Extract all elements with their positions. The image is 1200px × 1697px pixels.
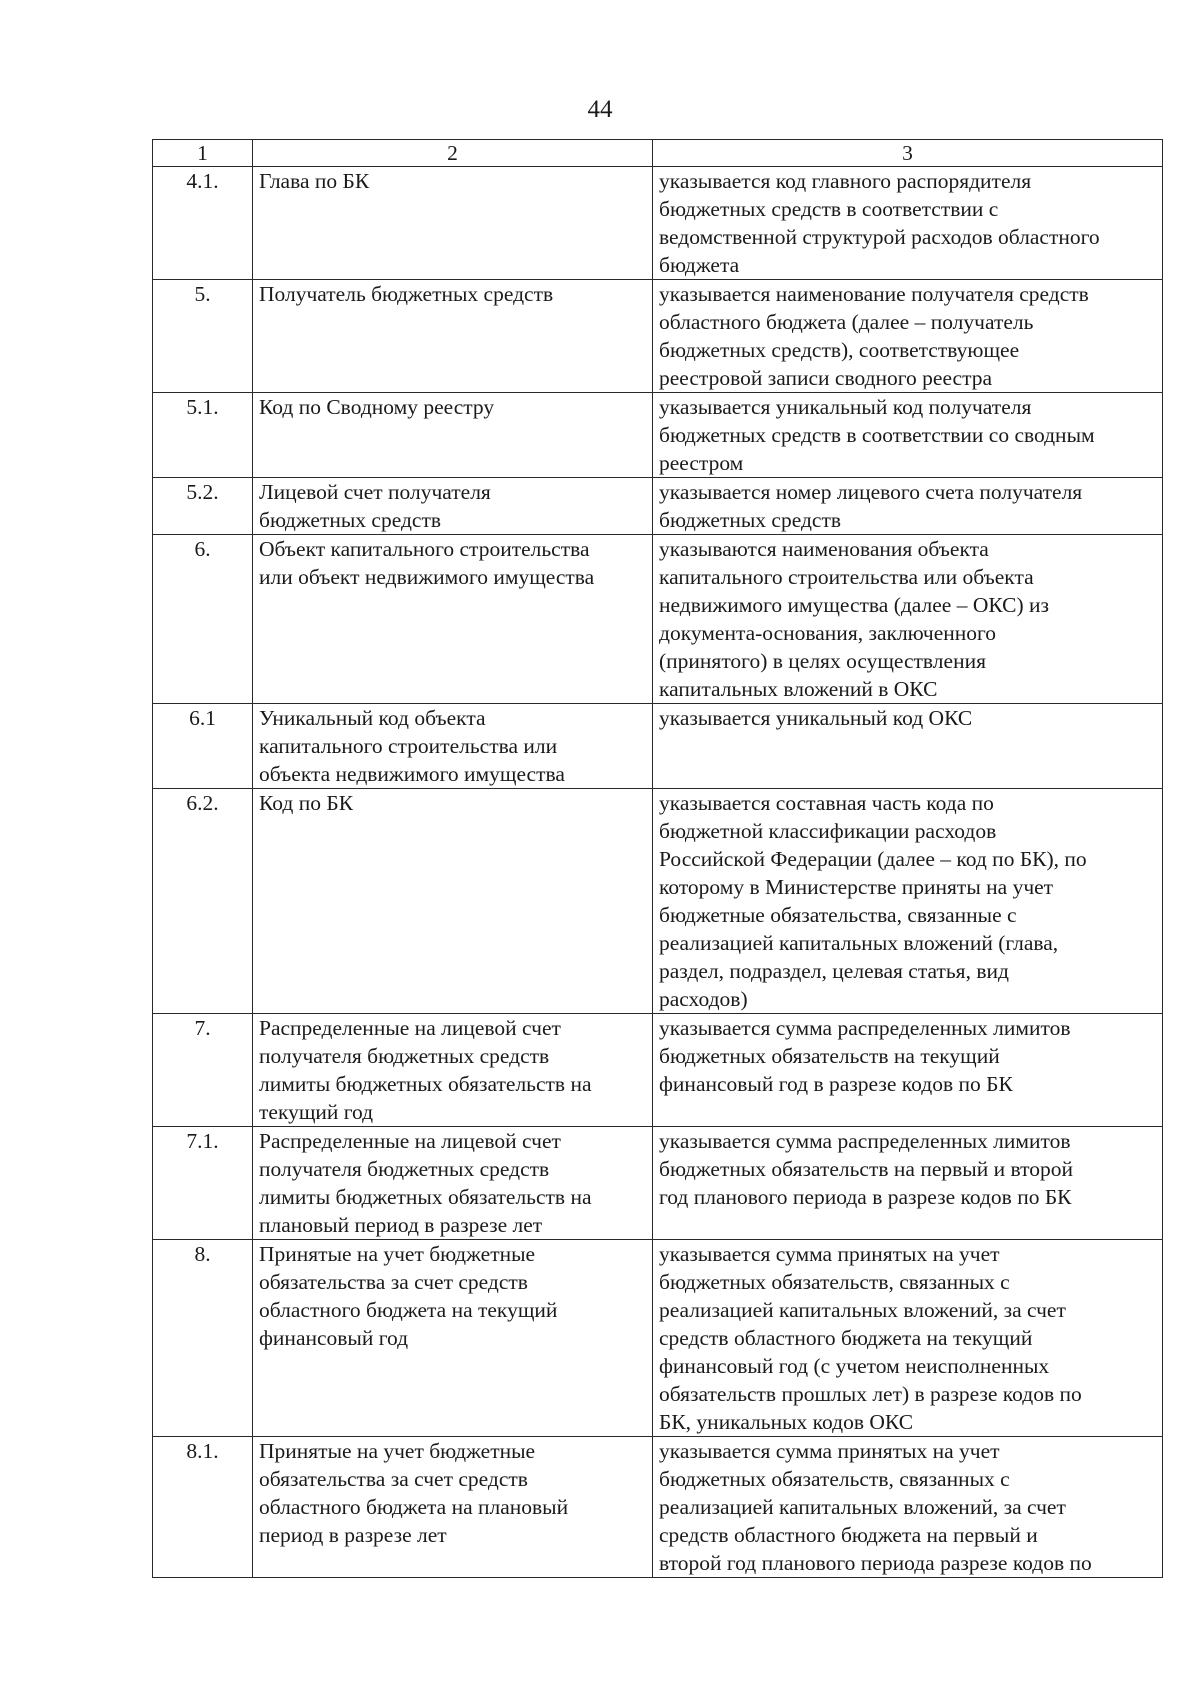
row-number-cell-text: 8. bbox=[194, 1242, 211, 1266]
row-number-cell-text: 7. bbox=[194, 1016, 211, 1040]
requisite-name-cell bbox=[253, 535, 653, 704]
table-row bbox=[153, 1127, 1163, 1240]
row-number-cell-text: 8.1. bbox=[186, 1439, 219, 1463]
row-number-cell bbox=[153, 280, 253, 393]
row-number-cell-text: 5.1. bbox=[186, 395, 219, 419]
requisite-name-cell bbox=[253, 167, 653, 280]
row-number-cell-text: 4.1. bbox=[186, 169, 219, 193]
row-number-cell-text: 5.2. bbox=[186, 480, 219, 504]
requisite-name-cell-text: Код по БК bbox=[259, 791, 354, 815]
requisite-name-cell-text: Объект капитального строительства или объект недвижимого имущества bbox=[259, 537, 595, 589]
requisite-description-cell-text: указываются наименования объекта капитального строительства или объекта недвижимого имущества (далее – ОКС) из документа-основания, заключенного (принятого) в целях осуществления капитальных вложений в ОКС bbox=[659, 537, 1050, 701]
header-cell-col3: 3 bbox=[653, 140, 1163, 167]
table-row bbox=[153, 535, 1163, 704]
requisite-name-cell-text: Лицевой счет получателя бюджетных средств bbox=[259, 480, 491, 532]
header-cell-col1: 1 bbox=[153, 140, 253, 167]
table-row bbox=[153, 1014, 1163, 1127]
row-number-cell bbox=[153, 1127, 253, 1240]
requisite-description-cell-text: указывается уникальный код ОКС bbox=[659, 706, 973, 730]
requisite-description-cell-text: указывается сумма принятых на учет бюджетных обязательств, связанных с реализацией капитальных вложений, за счет средств областного бюджета на первый и второй год планового периода разрезе кодов по bbox=[659, 1439, 1092, 1575]
table-row bbox=[153, 280, 1163, 393]
row-number-cell-text: 7.1. bbox=[186, 1129, 219, 1153]
table-row bbox=[153, 1240, 1163, 1437]
requisite-description-cell bbox=[653, 393, 1163, 478]
requisite-name-cell-text: Распределенные на лицевой счет получателя бюджетных средств лимиты бюджетных обязательств на текущий год bbox=[259, 1016, 592, 1124]
requisite-name-cell-text: Получатель бюджетных средств bbox=[259, 282, 554, 306]
requisite-name-cell-text: Принятые на учет бюджетные обязательства за счет средств областного бюджета на текущий финансовый год bbox=[259, 1242, 558, 1350]
row-number-cell-text: 6.1 bbox=[189, 706, 216, 730]
requisite-description-cell-text: указывается сумма распределенных лимитов бюджетных обязательств на первый и второй год планового периода в разрезе кодов по БК bbox=[659, 1129, 1073, 1209]
row-number-cell bbox=[153, 1014, 253, 1127]
requisites-table bbox=[152, 139, 1163, 1578]
row-number-cell bbox=[153, 167, 253, 280]
row-number-cell bbox=[153, 1437, 253, 1578]
requisite-name-cell-text: Глава по БК bbox=[259, 169, 370, 193]
requisite-name-cell bbox=[253, 280, 653, 393]
requisite-name-cell bbox=[253, 1014, 653, 1127]
requisite-description-cell bbox=[653, 789, 1163, 1014]
table-row bbox=[153, 704, 1163, 789]
requisite-name-cell bbox=[253, 789, 653, 1014]
requisite-description-cell bbox=[653, 1240, 1163, 1437]
requisite-description-cell-text: указывается уникальный код получателя бюджетных средств в соответствии со сводным реестром bbox=[659, 395, 1095, 475]
requisite-description-cell bbox=[653, 704, 1163, 789]
requisite-name-cell bbox=[253, 1437, 653, 1578]
row-number-cell bbox=[153, 704, 253, 789]
requisite-description-cell bbox=[653, 1127, 1163, 1240]
row-number-cell bbox=[153, 1240, 253, 1437]
table-row bbox=[153, 393, 1163, 478]
row-number-cell bbox=[153, 478, 253, 535]
table-row bbox=[153, 478, 1163, 535]
row-number-cell-text: 6. bbox=[194, 537, 211, 561]
requisite-name-cell bbox=[253, 478, 653, 535]
requisite-description-cell bbox=[653, 1014, 1163, 1127]
requisite-name-cell bbox=[253, 393, 653, 478]
requisite-description-cell bbox=[653, 1437, 1163, 1578]
requisite-name-cell bbox=[253, 1240, 653, 1437]
header-cell-col2: 2 bbox=[253, 140, 653, 167]
requisite-name-cell-text: Принятые на учет бюджетные обязательства за счет средств областного бюджета на плановый период в разрезе лет bbox=[259, 1439, 569, 1547]
row-number-cell bbox=[153, 789, 253, 1014]
requisite-name-cell bbox=[253, 704, 653, 789]
table-row bbox=[153, 789, 1163, 1014]
table-header-row bbox=[153, 140, 1163, 167]
requisite-description-cell bbox=[653, 167, 1163, 280]
row-number-cell bbox=[153, 535, 253, 704]
requisite-name-cell-text: Уникальный код объекта капитального строительства или объекта недвижимого имущества bbox=[259, 706, 565, 786]
requisite-description-cell-text: указывается сумма распределенных лимитов бюджетных обязательств на текущий финансовый год в разрезе кодов по БК bbox=[659, 1016, 1071, 1096]
requisite-description-cell-text: указывается сумма принятых на учет бюджетных обязательств, связанных с реализацией капитальных вложений, за счет средств областного бюджета на текущий финансовый год (с учетом неисполненных обязательств прошлых лет) в разрезе кодов по БК, уникальных кодов ОКС bbox=[659, 1242, 1082, 1434]
row-number-cell-text: 5. bbox=[194, 282, 211, 306]
row-number-cell bbox=[153, 393, 253, 478]
page-number: 44 bbox=[587, 96, 613, 123]
requisite-description-cell-text: указывается код главного распорядителя бюджетных средств в соответствии с ведомственной структурой расходов областного бюджета bbox=[659, 169, 1100, 277]
table-row bbox=[153, 167, 1163, 280]
requisite-description-cell-text: указывается наименование получателя средств областного бюджета (далее – получатель бюджетных средств), соответствующее реестровой записи сводного реестра bbox=[659, 282, 1089, 390]
requisite-description-cell-text: указывается номер лицевого счета получателя бюджетных средств bbox=[659, 480, 1083, 532]
requisite-description-cell bbox=[653, 478, 1163, 535]
requisite-description-cell bbox=[653, 535, 1163, 704]
requisite-description-cell bbox=[653, 280, 1163, 393]
row-number-cell-text: 6.2. bbox=[186, 791, 219, 815]
requisite-name-cell-text: Распределенные на лицевой счет получателя бюджетных средств лимиты бюджетных обязательств на плановый период в разрезе лет bbox=[259, 1129, 592, 1237]
requisite-description-cell-text: указывается составная часть кода по бюджетной классификации расходов Российской Федерации (далее – код по БК), по которому в Министерстве приняты на учет бюджетные обязательства, связанные с реализацией капитальных вложений (глава, раздел, подраздел, целевая статья, вид расходов) bbox=[659, 791, 1087, 1011]
requisite-name-cell bbox=[253, 1127, 653, 1240]
requisite-name-cell-text: Код по Сводному реестру bbox=[259, 395, 495, 419]
table-row bbox=[153, 1437, 1163, 1578]
